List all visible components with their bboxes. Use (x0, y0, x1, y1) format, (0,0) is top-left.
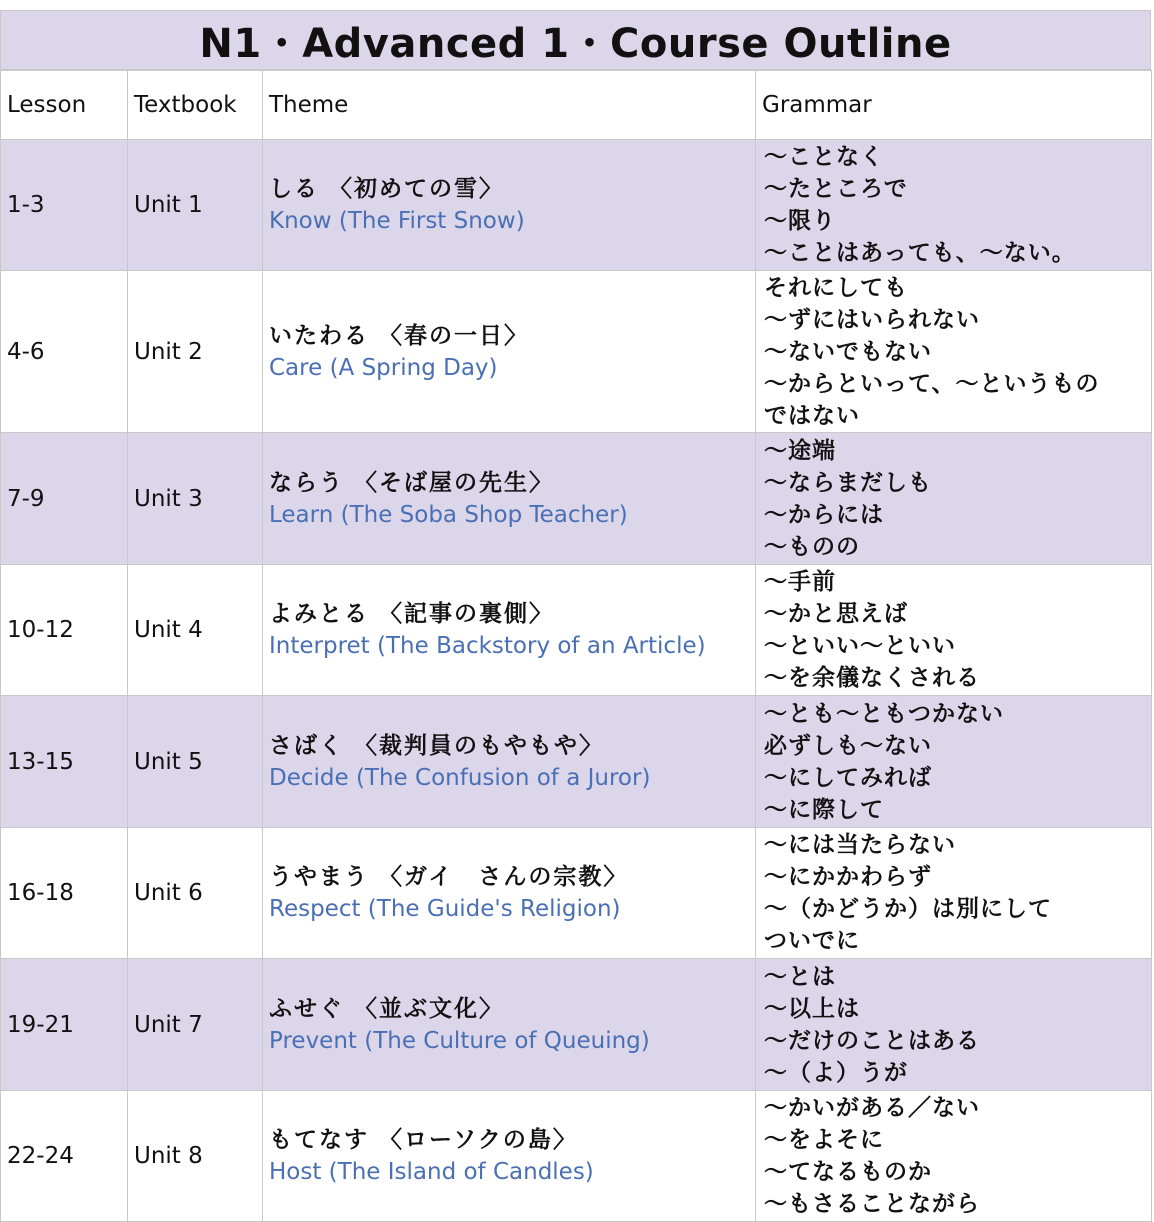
theme-japanese: ならう 〈そば屋の先生〉 (269, 469, 555, 496)
table-row (1, 565, 1152, 696)
theme-cell (263, 959, 756, 1091)
course-outline-sheet (0, 10, 1151, 1222)
textbook-unit-cell: Unit 4 (128, 565, 263, 696)
lesson-cell: 4-6 (1, 271, 128, 433)
theme-english: Host (The Island of Candles) (269, 1159, 594, 1185)
grammar-point: 〜からには (764, 501, 884, 528)
theme-english: Prevent (The Culture of Queuing) (269, 1027, 650, 1054)
grammar-point: 〜ことはあっても、〜ない。 (764, 240, 1076, 266)
header-lesson: Lesson (1, 71, 128, 140)
theme-japanese: しる 〈初めての雪〉 (269, 176, 505, 202)
theme-japanese: よみとる 〈記事の裏側〉 (269, 601, 555, 627)
grammar-point: 〜だけのことはある (764, 1027, 980, 1054)
theme-cell (263, 1091, 756, 1222)
grammar-point: それにしても (764, 274, 908, 301)
course-outline-table (0, 70, 1152, 1222)
grammar-point: 〜ことなく (764, 144, 884, 170)
table-row (1, 140, 1152, 271)
grammar-point: 必ずしも〜ない (764, 732, 932, 759)
theme-cell (263, 433, 756, 565)
grammar-cell (756, 959, 1152, 1091)
grammar-point: 〜手前 (764, 569, 836, 595)
theme-english: Decide (The Confusion of a Juror) (269, 764, 651, 791)
lesson-cell: 10-12 (1, 565, 128, 696)
theme-japanese: さばく 〈裁判員のもやもや〉 (269, 732, 605, 759)
theme-english: Care (A Spring Day) (269, 354, 498, 381)
theme-japanese: いたわる 〈春の一日〉 (269, 322, 530, 349)
grammar-point: 〜といい〜といい (764, 633, 956, 659)
lesson-cell: 1-3 (1, 140, 128, 271)
grammar-point: 〜からといって、〜というもの (764, 370, 1100, 397)
grammar-point: 〜かと思えば (764, 601, 908, 627)
textbook-unit-cell: Unit 2 (128, 271, 263, 433)
textbook-unit-cell: Unit 6 (128, 828, 263, 959)
grammar-point: 〜にしてみれば (764, 764, 932, 791)
grammar-point: 〜ないでもない (764, 338, 932, 365)
header-textbook (128, 71, 263, 140)
grammar-point: 〜ずにはいられない (764, 306, 980, 333)
header-grammar: Grammar (756, 71, 1152, 140)
theme-cell (263, 828, 756, 959)
table-row (1, 828, 1152, 959)
table-row (1, 433, 1152, 565)
lesson-cell: 7-9 (1, 433, 128, 565)
grammar-point: ではない (764, 402, 860, 429)
grammar-point: 〜以上は (764, 995, 860, 1022)
grammar-point: ついでに (764, 928, 860, 954)
grammar-point: 〜途端 (764, 437, 836, 464)
grammar-point: 〜かいがある／ない (764, 1095, 980, 1121)
grammar-point: 〜とは (764, 963, 836, 990)
page-title: N1・Advanced 1・Course Outline (0, 10, 1151, 70)
grammar-cell (756, 271, 1152, 433)
textbook-unit-cell: Unit 5 (128, 696, 263, 828)
grammar-cell (756, 140, 1152, 271)
textbook-unit-cell: Unit 3 (128, 433, 263, 565)
textbook-unit-cell: Unit 1 (128, 140, 263, 271)
theme-english: Respect (The Guide's Religion) (269, 896, 621, 922)
table-row (1, 1091, 1152, 1222)
grammar-point: 〜限り (764, 208, 836, 234)
table-row (1, 959, 1152, 1091)
theme-english: Interpret (The Backstory of an Article) (269, 633, 706, 659)
header-textbook-label: Textbook (134, 92, 237, 118)
grammar-point: 〜をよそに (764, 1127, 884, 1153)
theme-cell (263, 565, 756, 696)
grammar-point: 〜ならまだしも (764, 469, 932, 496)
grammar-cell (756, 1091, 1152, 1222)
grammar-point: 〜に際して (764, 796, 884, 823)
textbook-unit-cell: Unit 8 (128, 1091, 263, 1222)
grammar-point: 〜（かどうか）は別にして (764, 896, 1052, 922)
grammar-point: 〜てなるものか (764, 1159, 932, 1185)
grammar-point: 〜（よ）うが (764, 1059, 908, 1086)
theme-cell (263, 140, 756, 271)
grammar-point: 〜たところで (764, 176, 908, 202)
grammar-point: 〜とも〜ともつかない (764, 700, 1004, 727)
grammar-cell (756, 696, 1152, 828)
lesson-cell: 16-18 (1, 828, 128, 959)
grammar-point: 〜にかかわらず (764, 864, 932, 890)
lesson-cell: 19-21 (1, 959, 128, 1091)
theme-english: Learn (The Soba Shop Teacher) (269, 501, 628, 528)
table-row (1, 696, 1152, 828)
header-theme: Theme (263, 71, 756, 140)
grammar-point: 〜ものの (764, 533, 860, 560)
textbook-unit-cell: Unit 7 (128, 959, 263, 1091)
theme-english: Know (The First Snow) (269, 208, 525, 234)
theme-japanese: ふせぐ 〈並ぶ文化〉 (269, 995, 505, 1022)
grammar-cell (756, 828, 1152, 959)
lesson-cell: 22-24 (1, 1091, 128, 1222)
grammar-point: 〜もさることながら (764, 1191, 980, 1217)
grammar-cell (756, 565, 1152, 696)
lesson-cell: 13-15 (1, 696, 128, 828)
theme-japanese: もてなす 〈ローソクの島〉 (269, 1127, 578, 1153)
grammar-point: 〜を余儀なくされる (764, 665, 980, 691)
grammar-cell (756, 433, 1152, 565)
theme-japanese: うやまう 〈ガイ さんの宗教〉 (269, 864, 629, 890)
theme-cell (263, 696, 756, 828)
theme-cell (263, 271, 756, 433)
grammar-point: 〜には当たらない (764, 832, 956, 858)
table-row (1, 271, 1152, 433)
header-row (1, 71, 1152, 140)
